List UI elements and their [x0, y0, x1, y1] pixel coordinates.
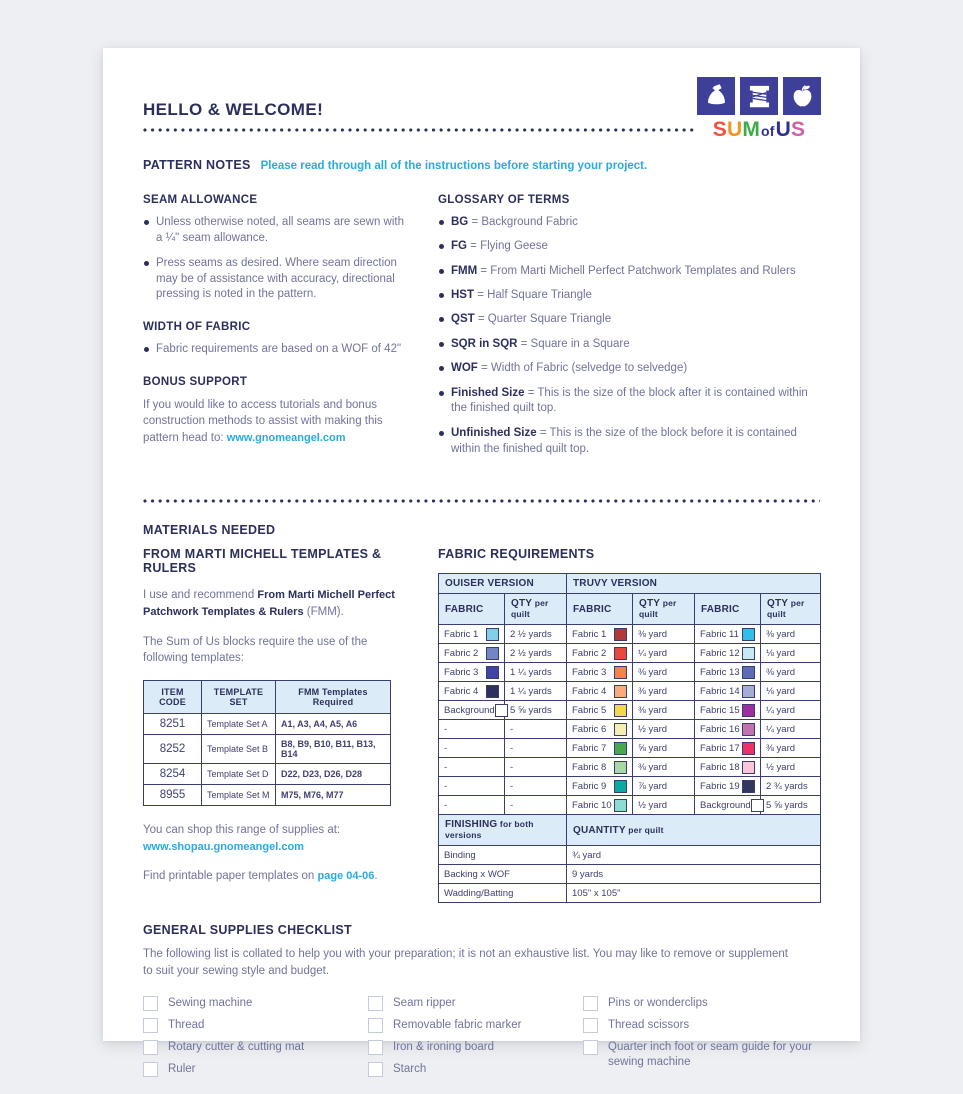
- fabric-qty-cell: 1 ¼ yards: [505, 663, 567, 682]
- templates-header-row: [144, 681, 391, 714]
- fabric-label: Fabric 5: [572, 704, 607, 716]
- fabric-row: [439, 625, 821, 644]
- fabric-qty-cell: -: [505, 777, 567, 796]
- template-row: [144, 735, 391, 764]
- glossary-heading: GLOSSARY OF TERMS: [438, 194, 570, 206]
- fabric-swatch: [495, 704, 508, 717]
- fabric-swatch: [614, 761, 627, 774]
- fabric-swatch: [486, 628, 499, 641]
- fabric-name-cell: [567, 739, 633, 758]
- qty-col-header: QTY per quilt: [761, 594, 821, 625]
- fabric-qty-cell: -: [505, 758, 567, 777]
- templates-table: [143, 680, 391, 806]
- fabric-label: Fabric 3: [444, 666, 479, 678]
- fabric-name-cell: [567, 682, 633, 701]
- materials-intro-tail: (FMM).: [303, 606, 344, 619]
- fabric-label: Fabric 12: [700, 647, 740, 659]
- finishing-row: [439, 884, 821, 903]
- fabric-label: Fabric 14: [700, 685, 740, 697]
- checklist-item-label: Quarter inch foot or seam guide for your sewing machine: [608, 1041, 812, 1069]
- fabric-name-cell: -: [439, 777, 505, 796]
- fabric-qty-cell: 2 ½ yards: [505, 625, 567, 644]
- finishing-rows: [439, 815, 821, 903]
- fabric-row: [439, 682, 821, 701]
- finishing-qty-cell: ¾ yard: [567, 846, 821, 865]
- checklist-column: [368, 996, 583, 1077]
- fabric-swatch: [614, 742, 627, 755]
- checkbox[interactable]: [368, 1062, 383, 1077]
- checkbox[interactable]: [143, 1062, 158, 1077]
- supplies-checklist: [143, 996, 820, 1077]
- fabric-label: Fabric 2: [444, 647, 479, 659]
- fabric-name-cell: [695, 796, 761, 815]
- fabric-qty-cell: ¼ yard: [633, 644, 695, 663]
- logo-icons: [696, 77, 822, 115]
- fabric-label: Fabric 8: [572, 761, 607, 773]
- fabric-swatch: [742, 647, 755, 660]
- fabric-name-cell: -: [439, 758, 505, 777]
- fabric-name-cell: [567, 720, 633, 739]
- wordmark-letter: U: [726, 118, 743, 141]
- materials-intro-plain: I use and recommend: [143, 589, 258, 602]
- wordmark-letter: U: [775, 118, 792, 141]
- fabric-name-cell: [567, 625, 633, 644]
- marti-michell-heading: FROM MARTI MICHELL TEMPLATES & RULERS: [143, 547, 382, 576]
- fabric-label: Fabric 19: [700, 780, 740, 792]
- fabric-name-cell: [567, 644, 633, 663]
- shop-text-label: You can shop this range of supplies at:: [143, 824, 341, 837]
- fabric-swatch: [486, 685, 499, 698]
- mid-dotted-divider: [143, 499, 820, 503]
- fabric-label: Background: [700, 799, 751, 811]
- materials-intro-bold: From Marti Michell Perfect Patchwork Templates & Rulers: [143, 589, 395, 619]
- checklist-column: [583, 996, 820, 1077]
- fabric-qty-cell: ⅜ yard: [633, 663, 695, 682]
- supplies-heading: GENERAL SUPPLIES CHECKLIST: [143, 923, 352, 938]
- bonus-support-body: If you would like to access tutorials and bonus construction methods to assist with making this pattern head to:: [143, 399, 383, 444]
- checklist-item-label: Sewing machine: [168, 997, 253, 1010]
- fabric-name-cell: [567, 777, 633, 796]
- fabric-qty-cell: ¼ yard: [761, 701, 821, 720]
- checklist-column: [143, 996, 368, 1077]
- checkbox[interactable]: [368, 1040, 383, 1055]
- fabric-label: Fabric 4: [444, 685, 479, 697]
- fabric-swatch: [614, 685, 627, 698]
- fabric-label: Fabric 4: [572, 685, 607, 697]
- checkbox[interactable]: [583, 996, 598, 1011]
- glossary-list: [438, 215, 820, 457]
- templates-col-header: FMM Templates Required: [276, 681, 391, 714]
- bonus-support-heading: BONUS SUPPORT: [143, 376, 248, 389]
- template-row: [144, 714, 391, 735]
- finishing-label-cell: Binding: [439, 846, 567, 865]
- template-cell: 8251: [144, 714, 202, 735]
- supplies-section: [143, 923, 820, 1077]
- seam-allowance-heading: SEAM ALLOWANCE: [143, 194, 258, 206]
- template-cell: Template Set D: [202, 764, 276, 785]
- fabric-swatch: [486, 647, 499, 660]
- template-cell: Template Set B: [202, 735, 276, 764]
- fabric-swatch: [486, 666, 499, 679]
- fabric-row: [439, 777, 821, 796]
- logo-wordmark: [696, 118, 822, 142]
- checklist-item: [583, 1040, 820, 1070]
- checklist-item: [368, 1018, 583, 1033]
- finishing-label-cell: Backing x WOF: [439, 865, 567, 884]
- materials-heading: MATERIALS NEEDED: [143, 523, 276, 538]
- checkbox[interactable]: [143, 996, 158, 1011]
- checkbox[interactable]: [583, 1040, 598, 1055]
- fabric-name-cell: [695, 777, 761, 796]
- flour-sack-icon: [697, 77, 735, 115]
- gnomeangel-link[interactable]: www.gnomeangel.com: [226, 431, 346, 444]
- fabric-label: Fabric 2: [572, 647, 607, 659]
- fabric-qty-cell: -: [505, 796, 567, 815]
- fabric-rows: [439, 625, 821, 815]
- template-row: [144, 785, 391, 806]
- fabric-qty-cell: ½ yard: [633, 796, 695, 815]
- wordmark-letter: S: [791, 118, 806, 141]
- glossary-item: Unfinished Size = This is the size of the block before it is contained within the finished quilt top.: [438, 426, 820, 458]
- page-title: HELLO & WELCOME!: [143, 100, 324, 119]
- fabric-label: Fabric 1: [572, 628, 607, 640]
- fabric-name-cell: [439, 701, 505, 720]
- checkbox[interactable]: [368, 996, 383, 1011]
- finishing-row: [439, 846, 821, 865]
- fabric-swatch: [614, 628, 627, 641]
- fabric-swatch: [614, 704, 627, 717]
- checklist-item: [143, 1018, 368, 1033]
- fabric-row: [439, 644, 821, 663]
- checklist-item: [368, 1040, 583, 1055]
- fabric-swatch: [742, 704, 755, 717]
- finishing-label-cell: Wadding/Batting: [439, 884, 567, 903]
- template-cell: Template Set M: [202, 785, 276, 806]
- fabric-label: Fabric 17: [700, 742, 740, 754]
- ouiser-version-header: OUISER VERSION: [439, 574, 567, 594]
- fabric-requirements-table: [438, 573, 821, 903]
- fabric-qty-cell: 2 ½ yards: [505, 644, 567, 663]
- pattern-notes-heading: PATTERN NOTES: [143, 158, 251, 172]
- checklist-item-label: Rotary cutter & cutting mat: [168, 1041, 305, 1054]
- fabric-row: [439, 796, 821, 815]
- checklist-item: [143, 1062, 368, 1077]
- template-cell: Template Set A: [202, 714, 276, 735]
- fabric-swatch: [742, 761, 755, 774]
- wordmark-letter: M: [742, 118, 761, 141]
- fabric-label: Fabric 1: [444, 628, 479, 640]
- glossary-item: Finished Size = This is the size of the block after it is contained within the finished quilt top.: [438, 386, 820, 418]
- fabric-label: Fabric 11: [700, 628, 739, 640]
- fabric-col-header: FABRIC: [567, 594, 633, 625]
- fabric-qty-cell: ⅛ yard: [761, 682, 821, 701]
- glossary-item: QST = Quarter Square Triangle: [438, 312, 820, 328]
- checklist-item: [368, 996, 583, 1011]
- template-cell: D22, D23, D26, D28: [276, 764, 391, 785]
- fabric-name-cell: -: [439, 720, 505, 739]
- fabric-swatch: [614, 666, 627, 679]
- template-cell: M75, M76, M77: [276, 785, 391, 806]
- fabric-swatch: [751, 799, 764, 812]
- fabric-swatch: [614, 799, 627, 812]
- glossary-item: FMM = From Marti Michell Perfect Patchwork Templates and Rulers: [438, 264, 820, 280]
- supplies-intro: The following list is collated to help you with your preparation; it is not an exhaustive list. You may like to remove or supplement to suit your sewing style and budget.: [143, 948, 788, 977]
- fabric-swatch: [742, 742, 755, 755]
- fabric-qty-cell: ¼ yard: [761, 720, 821, 739]
- fabric-label: Fabric 7: [572, 742, 607, 754]
- fabric-swatch: [614, 723, 627, 736]
- fabric-col-header: FABRIC: [439, 594, 505, 625]
- fabric-name-cell: [695, 682, 761, 701]
- fabric-qty-cell: ½ yard: [633, 720, 695, 739]
- materials-section: [143, 523, 820, 903]
- fabric-name-cell: [567, 758, 633, 777]
- fabric-swatch: [742, 685, 755, 698]
- checklist-item: [583, 1018, 820, 1033]
- fabric-qty-cell: ⅜ yard: [761, 739, 821, 758]
- column-header-row: [439, 594, 821, 625]
- checklist-item-label: Iron & ironing board: [393, 1041, 495, 1054]
- pattern-notes-subheading: Please read through all of the instructions before starting your project.: [260, 160, 648, 172]
- fabric-row: [439, 663, 821, 682]
- fabric-swatch: [742, 723, 755, 736]
- printable-tail: .: [374, 870, 378, 883]
- pattern-page: [103, 48, 860, 1076]
- fabric-name-cell: [439, 644, 505, 663]
- glossary-item: BG = Background Fabric: [438, 215, 820, 231]
- checkbox[interactable]: [143, 1018, 158, 1033]
- fabric-name-cell: [567, 701, 633, 720]
- fabric-name-cell: -: [439, 796, 505, 815]
- glossary-item: SQR in SQR = Square in a Square: [438, 337, 820, 353]
- finishing-header-row: [439, 815, 821, 846]
- fabric-name-cell: [695, 758, 761, 777]
- fabric-name-cell: -: [439, 739, 505, 758]
- seam-allowance-list: [143, 215, 411, 303]
- fabric-name-cell: [439, 625, 505, 644]
- fabric-qty-cell: -: [505, 720, 567, 739]
- templates-note: The Sum of Us blocks require the use of the following templates:: [143, 635, 368, 664]
- fabric-qty-cell: 1 ¼ yards: [505, 682, 567, 701]
- fabric-swatch: [742, 628, 755, 641]
- fabric-name-cell: [695, 720, 761, 739]
- fabric-qty-cell: ⅜ yard: [761, 663, 821, 682]
- fabric-label: Fabric 13: [700, 666, 740, 678]
- fabric-qty-cell: ⅜ yard: [633, 701, 695, 720]
- template-cell: 8252: [144, 735, 202, 764]
- wordmark-letter: of: [761, 123, 775, 139]
- checklist-item: [368, 1062, 583, 1077]
- fabric-col-header: FABRIC: [695, 594, 761, 625]
- bonus-support-text: [143, 397, 411, 446]
- checklist-item-label: Seam ripper: [393, 997, 456, 1010]
- version-header-row: [439, 574, 821, 594]
- checkbox[interactable]: [583, 1018, 598, 1033]
- wordmark-letter: S: [712, 118, 727, 141]
- checklist-item-label: Starch: [393, 1063, 427, 1076]
- fabric-qty-cell: ⅛ yard: [761, 644, 821, 663]
- fabric-qty-cell: ⅜ yard: [633, 682, 695, 701]
- printable-text: [143, 868, 411, 885]
- finishing-qty-cell: 105" x 105": [567, 884, 821, 903]
- fabric-row: [439, 701, 821, 720]
- checklist-item: [143, 1040, 368, 1055]
- finishing-row: [439, 865, 821, 884]
- fabric-name-cell: [695, 663, 761, 682]
- checklist-item-label: Pins or wonderclips: [608, 997, 708, 1010]
- thread-spool-icon: [740, 77, 778, 115]
- fabric-row: [439, 758, 821, 777]
- fabric-label: Background: [444, 704, 495, 716]
- checkbox[interactable]: [143, 1040, 158, 1055]
- fabric-label: Fabric 6: [572, 723, 607, 735]
- fabric-qty-cell: ½ yard: [761, 758, 821, 777]
- shop-text: [143, 822, 411, 855]
- checklist-item-label: Removable fabric marker: [393, 1019, 522, 1032]
- fabric-name-cell: [695, 644, 761, 663]
- fabric-label: Fabric 16: [700, 723, 740, 735]
- templates-col-header: TEMPLATE SET: [202, 681, 276, 714]
- template-cell: B8, B9, B10, B11, B13, B14: [276, 735, 391, 764]
- fabric-name-cell: [567, 796, 633, 815]
- fabric-name-cell: [695, 701, 761, 720]
- quantity-header: QUANTITY per quilt: [567, 815, 821, 846]
- materials-intro: [143, 587, 411, 620]
- bullet-item: Press seams as desired. Where seam direction may be of assistance with accuracy, directional pressing is noted in the pattern.: [143, 256, 411, 304]
- fabric-name-cell: [439, 682, 505, 701]
- template-row: [144, 764, 391, 785]
- fabric-label: Fabric 3: [572, 666, 607, 678]
- bullet-item: Fabric requirements are based on a WOF of 42": [143, 342, 411, 358]
- fabric-qty-cell: ⅜ yard: [633, 758, 695, 777]
- templates-col-header: ITEM CODE: [144, 681, 202, 714]
- apple-icon: [783, 77, 821, 115]
- finishing-header: FINISHING for both versions: [439, 815, 567, 846]
- bullet-item: Unless otherwise noted, all seams are sewn with a ¼" seam allowance.: [143, 215, 411, 247]
- fabric-swatch: [614, 647, 627, 660]
- fabric-qty-cell: 2 ¾ yards: [761, 777, 821, 796]
- fabric-qty-cell: ⅞ yard: [633, 777, 695, 796]
- template-cell: A1, A3, A4, A5, A6: [276, 714, 391, 735]
- header-dotted-divider: [143, 128, 695, 132]
- page-header: [143, 100, 820, 141]
- checklist-item-label: Ruler: [168, 1063, 196, 1076]
- template-cell: 8955: [144, 785, 202, 806]
- fabric-name-cell: [695, 739, 761, 758]
- fabric-qty-cell: -: [505, 739, 567, 758]
- fabric-name-cell: [567, 663, 633, 682]
- finishing-qty-cell: 9 yards: [567, 865, 821, 884]
- checklist-item-label: Thread: [168, 1019, 205, 1032]
- fabric-row: [439, 720, 821, 739]
- qty-col-header: QTY per quilt: [633, 594, 695, 625]
- fabric-qty-cell: ⅜ yard: [633, 625, 695, 644]
- checklist-item: [143, 996, 368, 1011]
- fabric-qty-cell: 5 ⅝ yards: [505, 701, 567, 720]
- glossary-item: FG = Flying Geese: [438, 239, 820, 255]
- fabric-name-cell: [695, 625, 761, 644]
- fabric-label: Fabric 18: [700, 761, 740, 773]
- glossary-item: HST = Half Square Triangle: [438, 288, 820, 304]
- fabric-qty-cell: 5 ⅝ yards: [761, 796, 821, 815]
- fabric-requirements-heading: FABRIC REQUIREMENTS: [438, 547, 595, 562]
- width-of-fabric-list: [143, 342, 411, 358]
- fabric-row: [439, 739, 821, 758]
- fabric-label: Fabric 15: [700, 704, 740, 716]
- sum-of-us-logo: [696, 77, 822, 142]
- checkbox[interactable]: [368, 1018, 383, 1033]
- printable-pages-link[interactable]: page 04-06: [317, 870, 375, 883]
- glossary-item: WOF = Width of Fabric (selvedge to selvedge): [438, 361, 820, 377]
- fabric-label: Fabric 9: [572, 780, 607, 792]
- truvy-version-header: TRUVY VERSION: [567, 574, 821, 594]
- fabric-name-cell: [439, 663, 505, 682]
- printable-label: Find printable paper templates on: [143, 870, 318, 883]
- fabric-label: Fabric 10: [572, 799, 612, 811]
- width-of-fabric-heading: WIDTH OF FABRIC: [143, 321, 251, 334]
- shop-link[interactable]: www.shopau.gnomeangel.com: [143, 840, 304, 853]
- fabric-swatch: [614, 780, 627, 793]
- pattern-notes-section: [143, 158, 820, 475]
- fabric-qty-cell: ⅝ yard: [633, 739, 695, 758]
- fabric-swatch: [742, 666, 755, 679]
- fabric-swatch: [742, 780, 755, 793]
- checklist-item-label: Thread scissors: [608, 1019, 690, 1032]
- qty-col-header: QTY per quilt: [505, 594, 567, 625]
- template-cell: 8254: [144, 764, 202, 785]
- checklist-item: [583, 996, 820, 1011]
- fabric-qty-cell: ⅜ yard: [761, 625, 821, 644]
